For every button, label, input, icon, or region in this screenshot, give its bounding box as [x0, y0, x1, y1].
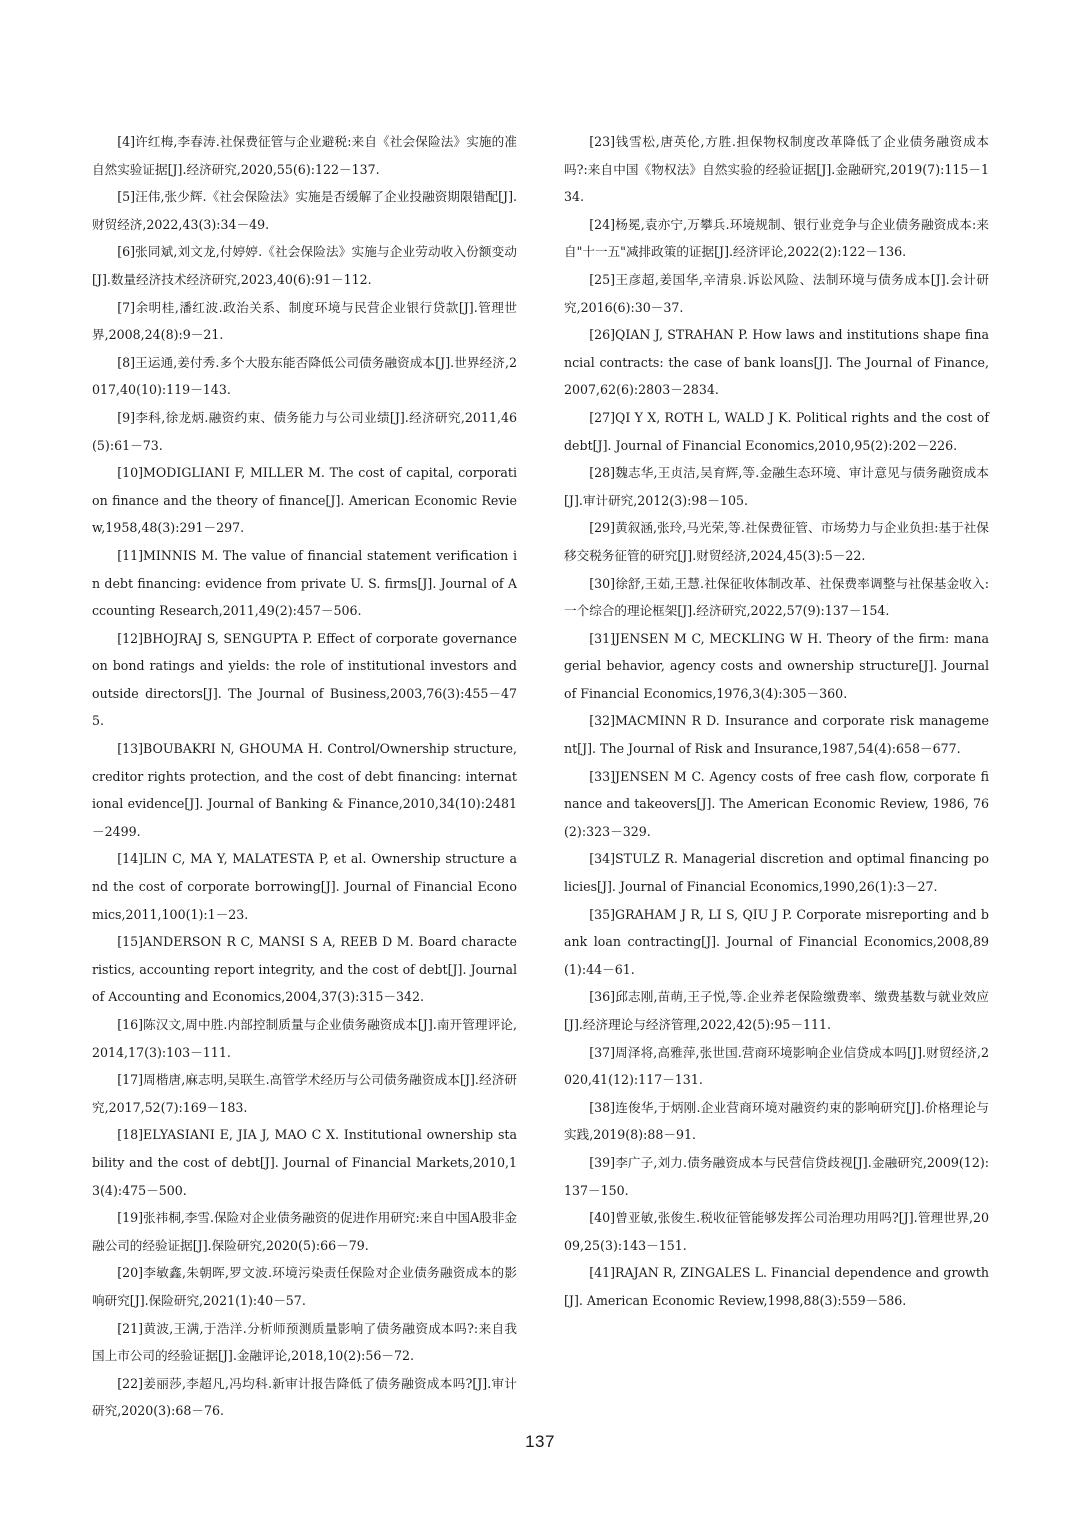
reference-entry: [33]JENSEN M C. Agency costs of free cash flow, corporate finance and takeovers[J]. The American Economic Review, 1986, 76(2):323－329.	[564, 768, 989, 839]
reference-entry: [13]BOUBAKRI N, GHOUMA H. Control/Ownership structure, creditor rights protection, and the cost of debt financing: international evidence[J]. Journal of Banking & Finance,2010,34(10):2481－2499.	[92, 741, 517, 839]
reference-entry: [38]连俊华,于炳刚.企业营商环境对融资约束的影响研究[J].价格理论与实践,2019(8):88－91.	[564, 1099, 989, 1143]
reference-entry: [20]李敏鑫,朱朝晖,罗文波.环境污染责任保险对企业债务融资成本的影响研究[J].保险研究,2021(1):40－57.	[92, 1265, 517, 1308]
reference-entry: [19]张祎桐,李雪.保险对企业债务融资的促进作用研究:来自中国A股非金融公司的经验证据[J].保险研究,2020(5):66－79.	[92, 1210, 518, 1253]
reference-entry: [21]黄波,王满,于浩洋.分析师预测质量影响了债务融资成本吗?:来自我国上市公司的经验证据[J].金融评论,2018,10(2):56－72.	[92, 1320, 517, 1364]
reference-entry: [18]ELYASIANI E, JIA J, MAO C X. Institutional ownership stability and the cost of debt[J]. Journal of Financial Markets,2010,13(4):475－500.	[92, 1127, 517, 1198]
reference-entry: [17]周楷唐,麻志明,吴联生.高管学术经历与公司债务融资成本[J].经济研究,2017,52(7):169－183.	[92, 1072, 517, 1115]
reference-entry: [5]汪伟,张少辉.《社会保险法》实施是否缓解了企业投融资期限错配[J].财贸经济,2022,43(3):34－49.	[92, 189, 517, 232]
reference-entry: [6]张同斌,刘文龙,付婷婷.《社会保险法》实施与企业劳动收入份额变动[J].数量经济技术经济研究,2023,40(6):91－112.	[92, 244, 517, 287]
page-number: 137	[525, 1432, 555, 1451]
reference-entry: [4]许红梅,李春涛.社保费征管与企业避税:来自《社会保险法》实施的准自然实验证据[J].经济研究,2020,55(6):122－137.	[92, 134, 517, 177]
reference-entry: [8]王运通,姜付秀.多个大股东能否降低公司债务融资成本[J].世界经济,2017,40(10):119－143.	[92, 354, 517, 398]
reference-entry: [37]周泽将,高雅萍,张世国.营商环境影响企业信贷成本吗[J].财贸经济,2020,41(12):117－131.	[564, 1044, 989, 1088]
reference-entry: [15]ANDERSON R C, MANSI S A, REEB D M. Board characteristics, accounting report integrity, and the cost of debt[J]. Journal of Accounting and Economics,2004,37(3):315－342.	[92, 934, 517, 1005]
reference-entry: [23]钱雪松,唐英伦,方胜.担保物权制度改革降低了企业债务融资成本吗?:来自中国《物权法》自然实验的经验证据[J].金融研究,2019(7):115－134.	[564, 134, 989, 205]
reference-entry: [14]LIN C, MA Y, MALATESTA P, et al. Ownership structure and the cost of corporate borrowing[J]. Journal of Financial Economics,2011,100(1):1－23.	[92, 851, 517, 922]
reference-entry: [7]余明桂,潘红波.政治关系、制度环境与民营企业银行贷款[J].管理世界,2008,24(8):9－21.	[92, 299, 517, 343]
reference-entry: [39]李广子,刘力.债务融资成本与民营信贷歧视[J].金融研究,2009(12):137－150.	[564, 1154, 989, 1198]
reference-entry: [34]STULZ R. Managerial discretion and optimal financing policies[J]. Journal of Financial Economics,1990,26(1):3－27.	[564, 851, 989, 895]
reference-entry: [16]陈汉文,周中胜.内部控制质量与企业债务融资成本[J].南开管理评论,2014,17(3):103－111.	[92, 1017, 517, 1060]
references-column-right	[564, 128, 989, 1315]
reference-entry: [25]王彦超,姜国华,辛清泉.诉讼风险、法制环境与债务成本[J].会计研究,2016(6):30－37.	[564, 271, 989, 315]
reference-entry: [22]姜丽莎,李超凡,冯均科.新审计报告降低了债务融资成本吗?[J].审计研究,2020(3):68－76.	[92, 1375, 517, 1419]
reference-entry: [27]QI Y X, ROTH L, WALD J K. Political rights and the cost of debt[J]. Journal of Financial Economics,2010,95(2):202－226.	[564, 409, 989, 453]
reference-entry: [41]RAJAN R, ZINGALES L. Financial dependence and growth[J]. American Economic Review,1998,88(3):559－586.	[564, 1265, 989, 1308]
reference-entry: [32]MACMINN R D. Insurance and corporate risk management[J]. The Journal of Risk and Insurance,1987,54(4):658－677.	[564, 713, 989, 757]
reference-entry: [30]徐舒,王茹,王慧.社保征收体制改革、社保费率调整与社保基金收入:一个综合的理论框架[J].经济研究,2022,57(9):137－154.	[564, 575, 989, 619]
reference-entry: [12]BHOJRAJ S, SENGUPTA P. Effect of corporate governance on bond ratings and yields: the role of institutional investors and outside directors[J]. The Journal of Business,2003,76(3):455－475.	[92, 630, 517, 729]
reference-entry: [35]GRAHAM J R, LI S, QIU J P. Corporate misreporting and bank loan contracting[J]. Journal of Financial Economics,2008,89(1):44－61.	[564, 906, 989, 977]
reference-entry: [9]李科,徐龙炳.融资约束、债务能力与公司业绩[J].经济研究,2011,46(5):61－73.	[92, 409, 517, 453]
reference-entry: [24]杨冕,袁亦宁,万攀兵.环境规制、银行业竞争与企业债务融资成本:来自"十一五"减排政策的证据[J].经济评论,2022(2):122－136.	[564, 216, 989, 260]
reference-entry: [40]曾亚敏,张俊生.税收征管能够发挥公司治理功用吗?[J].管理世界,2009,25(3):143－151.	[564, 1210, 989, 1253]
reference-entry: [11]MINNIS M. The value of financial statement verification in debt financing: evidence from private U. S. firms[J]. Journal of Accounting Research,2011,49(2):457－506.	[92, 547, 517, 619]
reference-entry: [28]魏志华,王贞洁,吴育辉,等.金融生态环境、审计意见与债务融资成本[J].审计研究,2012(3):98－105.	[564, 465, 989, 508]
reference-entry: [31]JENSEN M C, MECKLING W H. Theory of the firm: managerial behavior, agency costs and ownership structure[J]. Journal of Financial Economics,1976,3(4):305－360.	[564, 630, 989, 701]
reference-entry: [36]邱志刚,苗萌,王子悦,等.企业养老保险缴费率、缴费基数与就业效应[J].经济理论与经济管理,2022,42(5):95－111.	[564, 989, 989, 1032]
reference-entry: [10]MODIGLIANI F, MILLER M. The cost of capital, corporation finance and the theory of finance[J]. American Economic Review,1958,48(3):291－297.	[92, 465, 517, 536]
references-column-left	[92, 128, 517, 1425]
reference-entry: [26]QIAN J, STRAHAN P. How laws and institutions shape financial contracts: the case of bank loans[J]. The Journal of Finance,2007,62(6):2803－2834.	[564, 327, 989, 398]
reference-entry: [29]黄叙涵,张玲,马光荣,等.社保费征管、市场势力与企业负担:基于社保移交税务征管的研究[J].财贸经济,2024,45(3):5－22.	[564, 520, 989, 563]
